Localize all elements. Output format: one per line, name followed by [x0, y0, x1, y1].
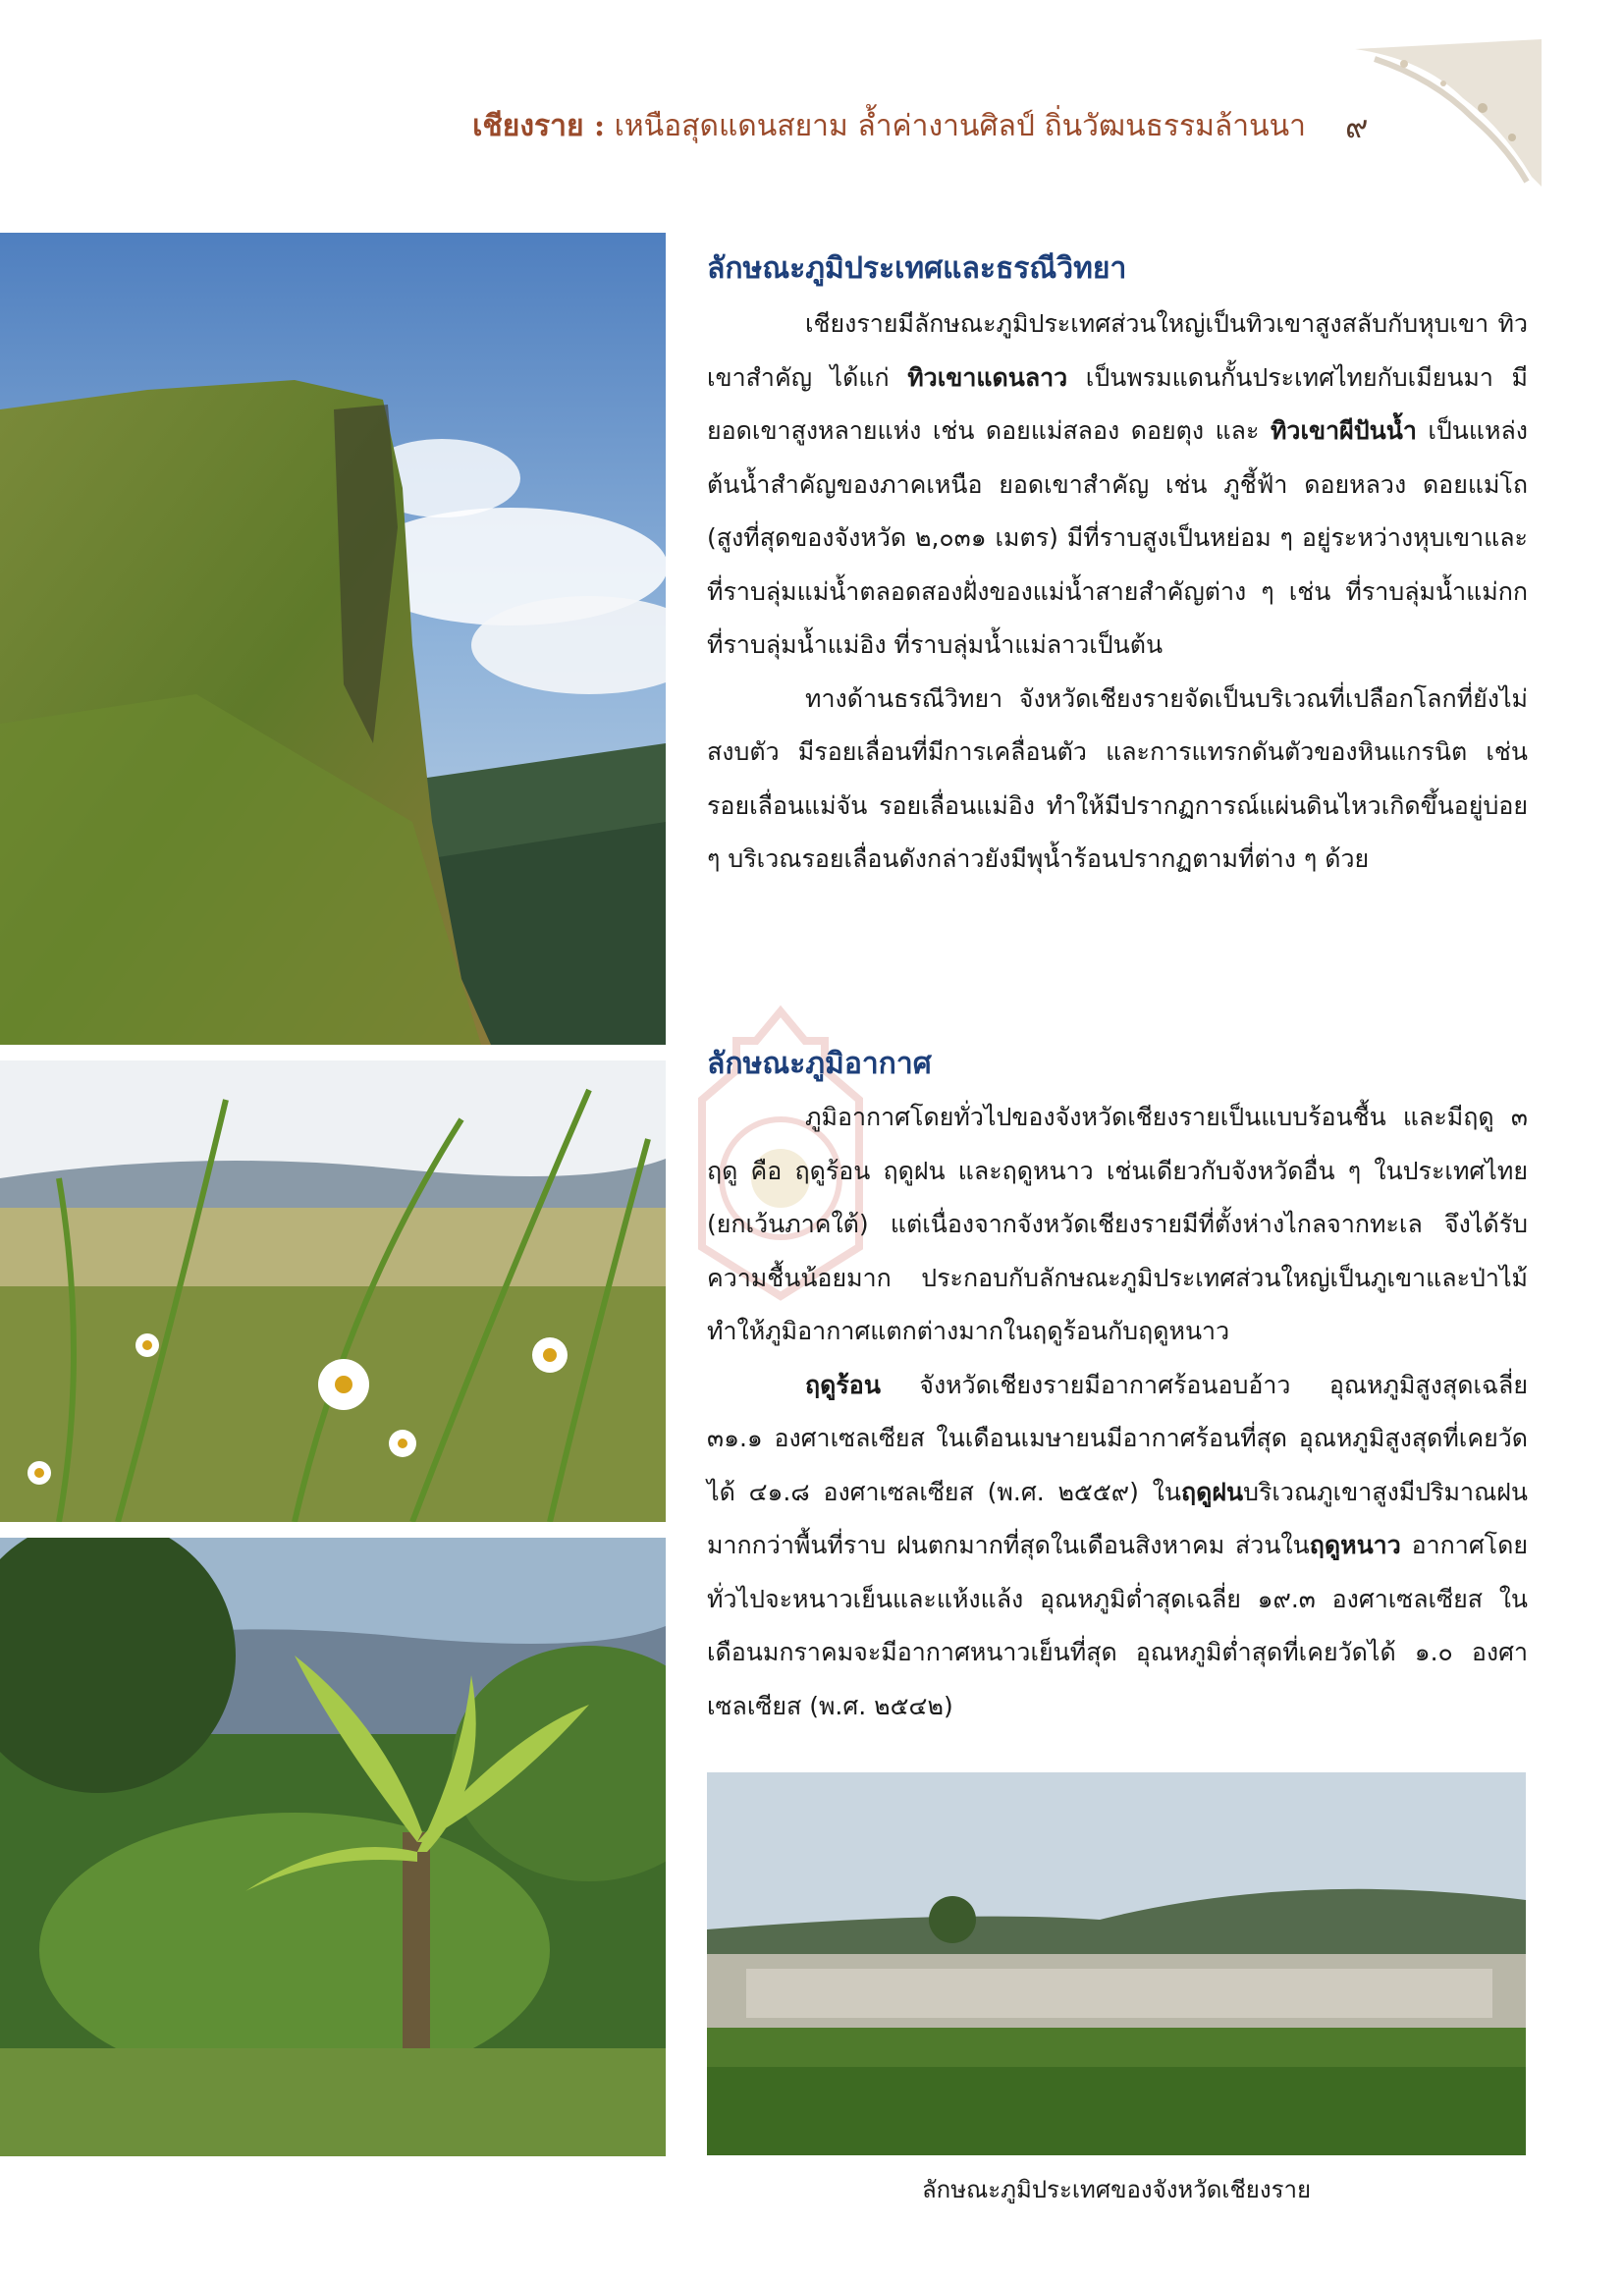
section-climate	[707, 1041, 1528, 1733]
running-header	[0, 103, 1306, 149]
corner-decoration	[1345, 39, 1542, 187]
section-terrain-geology	[707, 245, 1528, 887]
photo-rice-field	[707, 1772, 1526, 2155]
header-subtitle: เหนือสุดแดนสยาม ล้ำค่างานศิลป์ ถิ่นวัฒนธรรมล้านนา	[614, 109, 1306, 143]
page-number: ๙	[1345, 108, 1369, 145]
photo-banana-forest	[0, 1538, 666, 2156]
bold-term: ฤดูร้อน	[805, 1370, 881, 1399]
bold-term: ทิวเขาแดนลาว	[907, 362, 1068, 392]
photo-grassy-cliff	[0, 233, 666, 1045]
text-run: เป็นแหล่งต้นน้ำสำคัญของภาคเหนือ ยอดเขาสำคัญ เช่น ภูชี้ฟ้า ดอยหลวง ดอยแม่โถ (สูงที่สุดของจังหวัด ๒,๐๓๑ เมตร) มีที่ราบสูงเป็นหย่อม ๆ อยู่ระหว่างหุบเขาและที่ราบลุ่มแม่น้ำตลอดสองฝั่งของแม่น้ำสายสำคัญต่าง ๆ เช่น ที่ราบลุ่มน้ำแม่กก ที่ราบลุ่มน้ำแม่อิง ที่ราบลุ่มน้ำแม่ลาวเป็นต้น	[707, 416, 1528, 659]
text-run: อากาศโดยทั่วไปจะหนาวเย็นและแห้งแล้ง อุณหภูมิต่ำสุดเฉลี่ย ๑๙.๓ องศาเซลเซียส ในเดือนมกราคมจะมีอากาศหนาวเย็นที่สุด อุณหภูมิต่ำสุดที่เคยวัดได้ ๑.๐ องศาเซลเซียส (พ.ศ. ๒๕๔๒)	[707, 1531, 1528, 1720]
bold-term: ฤดูฝน	[1180, 1477, 1244, 1506]
section-heading-climate: ลักษณะภูมิอากาศ	[707, 1047, 932, 1081]
paragraph-climate-intro: ภูมิอากาศโดยทั่วไปของจังหวัดเชียงรายเป็นแบบร้อนชื้น และมีฤดู ๓ ฤดู คือ ฤดูร้อน ฤดูฝน และฤดูหนาว เช่นเดียวกับจังหวัดอื่น ๆ ในประเทศไทย (ยกเว้นภาคใต้) แต่เนื่องจากจังหวัดเชียงรายมีที่ตั้งห่างไกลจากทะเล จึงได้รับความชื้นน้อยมาก ประกอบกับลักษณะภูมิประเทศส่วนใหญ่เป็นภูเขาและป่าไม้ ทำให้ภูมิอากาศแตกต่างมากในฤดูร้อนกับฤดูหนาว	[707, 1103, 1528, 1345]
paragraph-terrain	[707, 298, 1528, 673]
paragraph-seasons	[707, 1359, 1528, 1734]
photo-wildflowers	[0, 1060, 666, 1522]
photo-caption: ลักษณะภูมิประเทศของจังหวัดเชียงราย	[921, 2176, 1312, 2203]
paragraph-geology: ทางด้านธรณีวิทยา จังหวัดเชียงรายจัดเป็นบริเวณที่เปลือกโลกที่ยังไม่สงบตัว มีรอยเลื่อนที่มีการเคลื่อนตัว และการแทรกดันตัวของหินแกรนิต เช่น รอยเลื่อนแม่จัน รอยเลื่อนแม่อิง ทำให้มีปรากฏการณ์แผ่นดินไหวเกิดขึ้นอยู่บ่อย ๆ บริเวณรอยเลื่อนดังกล่าวยังมีพุน้ำร้อนปรากฏตามที่ต่าง ๆ ด้วย	[707, 683, 1528, 873]
section-heading-terrain: ลักษณะภูมิประเทศและธรณีวิทยา	[707, 251, 1127, 286]
header-brand: เชียงราย :	[472, 109, 606, 143]
text-run: เชียงรายมีลักษณะภูมิประเทศส่วนใหญ่เป็นทิวเขาสูงสลับกับหุบเขา ทิวเขาสำคัญ ได้แก่	[707, 309, 1528, 392]
text-run: เป็นพรมแดนกั้นประเทศไทยกับเมียนมา มียอดเขาสูงหลายแห่ง เช่น ดอยแม่สลอง ดอยตุง และ	[707, 362, 1528, 445]
bold-term: ฤดูหนาว	[1309, 1531, 1401, 1559]
text-run: จังหวัดเชียงรายมีอากาศร้อนอบอ้าว อุณหภูมิสูงสุดเฉลี่ย ๓๑.๑ องศาเซลเซียส ในเดือนเมษายนมีอากาศร้อนที่สุด อุณหภูมิสูงสุดที่เคยวัดได้ ๔๑.๘ องศาเซลเซียส (พ.ศ. ๒๕๕๙) ใน	[707, 1370, 1528, 1506]
bold-term: ทิวเขาผีปันน้ำ	[1270, 416, 1417, 445]
text-run: บริเวณภูเขาสูงมีปริมาณฝนมากกว่าพื้นที่ราบ ฝนตกมากที่สุดในเดือนสิงหาคม ส่วนใน	[707, 1477, 1528, 1559]
